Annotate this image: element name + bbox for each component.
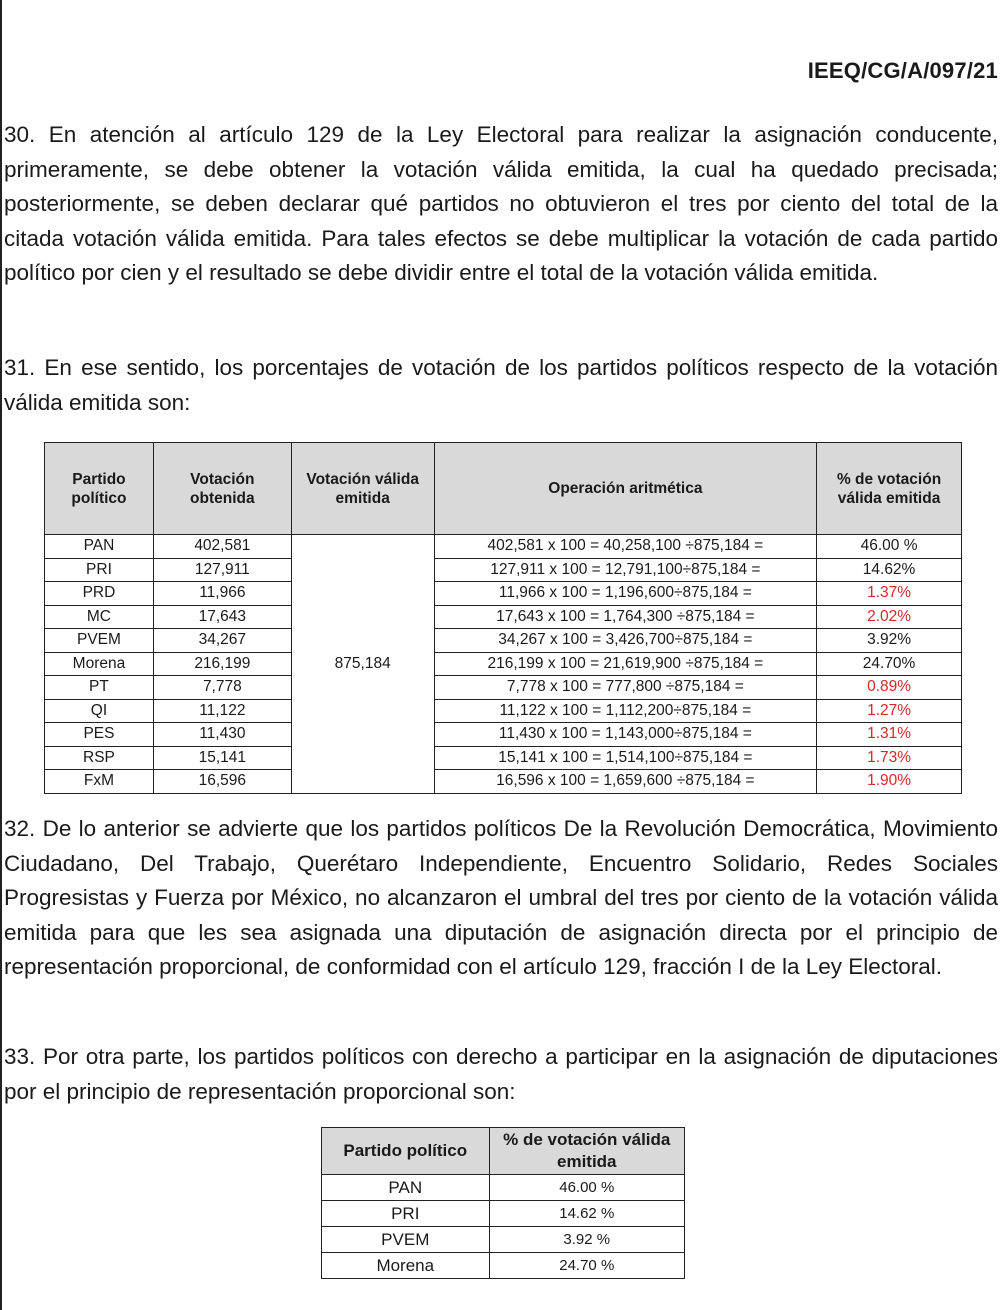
party-cell: FxM [45,770,154,794]
percentage-cell: 24.70 % [489,1253,684,1279]
header-operation: Operación aritmética [434,443,817,535]
party-cell: PRI [322,1201,490,1227]
table-row [45,558,962,582]
operation-cell: 15,141 x 100 = 1,514,100÷875,184 = [434,746,817,770]
header-party: Partido político [45,443,154,535]
operation-cell: 127,911 x 100 = 12,791,100÷875,184 = [434,558,817,582]
paragraph-31: 31. En ese sentido, los porcentajes de votación de los partidos políticos respecto de la votación válida emitida son: [4,355,998,415]
percentage-cell: 1.27% [817,699,962,723]
votes-cell: 402,581 [153,535,291,559]
vote-percentage-table [44,442,962,794]
percentage-cell: 46.00 % [489,1175,684,1201]
table-row [45,746,962,770]
table-row [45,699,962,723]
votes-cell: 11,430 [153,723,291,747]
party-cell: PVEM [45,629,154,653]
operation-cell: 402,581 x 100 = 40,258,100 ÷875,184 = [434,535,817,559]
party-cell: PES [45,723,154,747]
document-id: IEEQ/CG/A/097/21 [807,58,998,83]
table-row [45,652,962,676]
operation-cell: 16,596 x 100 = 1,659,600 ÷875,184 = [434,770,817,794]
votes-cell: 11,966 [153,582,291,606]
eligible-table-body [322,1175,685,1279]
operation-cell: 17,643 x 100 = 1,764,300 ÷875,184 = [434,605,817,629]
vote-table-body [45,535,962,794]
percentage-cell: 1.90% [817,770,962,794]
party-cell: QI [45,699,154,723]
operation-cell: 216,199 x 100 = 21,619,900 ÷875,184 = [434,652,817,676]
eligible-parties-table [321,1127,685,1279]
paragraph-33: 33. Por otra parte, los partidos políticos con derecho a participar en la asignación de diputaciones por el principio de representación proporcional son: [4,1044,998,1104]
percentage-cell: 3.92% [817,629,962,653]
party-cell: Morena [45,652,154,676]
page-left-border [0,0,2,1310]
table-row [45,676,962,700]
party-cell: PAN [322,1175,490,1201]
operation-cell: 7,778 x 100 = 777,800 ÷875,184 = [434,676,817,700]
percentage-cell: 24.70% [817,652,962,676]
votes-cell: 16,596 [153,770,291,794]
operation-cell: 11,430 x 100 = 1,143,000÷875,184 = [434,723,817,747]
percentage-cell: 14.62% [817,558,962,582]
table-row [45,770,962,794]
table-row [45,582,962,606]
votes-cell: 216,199 [153,652,291,676]
party-cell: Morena [322,1253,490,1279]
operation-cell: 34,267 x 100 = 3,426,700÷875,184 = [434,629,817,653]
percentage-cell: 0.89% [817,676,962,700]
header-valid-vote: Votación válida emitida [291,443,434,535]
header-percentage: % de votación válida emitida [489,1128,684,1175]
table-row [322,1201,685,1227]
votes-cell: 11,122 [153,699,291,723]
table-row [322,1175,685,1201]
party-cell: PRD [45,582,154,606]
votes-cell: 7,778 [153,676,291,700]
table-row [45,605,962,629]
party-cell: PT [45,676,154,700]
table-row [45,723,962,747]
table-row [45,629,962,653]
operation-cell: 11,966 x 100 = 1,196,600÷875,184 = [434,582,817,606]
percentage-cell: 1.37% [817,582,962,606]
party-cell: PRI [45,558,154,582]
party-cell: MC [45,605,154,629]
percentage-cell: 3.92 % [489,1227,684,1253]
operation-cell: 11,122 x 100 = 1,112,200÷875,184 = [434,699,817,723]
valid-total-cell: 875,184 [291,535,434,794]
votes-cell: 15,141 [153,746,291,770]
votes-cell: 17,643 [153,605,291,629]
party-cell: RSP [45,746,154,770]
header-percentage: % de votación válida emitida [817,443,962,535]
percentage-cell: 2.02% [817,605,962,629]
table-row [322,1253,685,1279]
votes-cell: 34,267 [153,629,291,653]
percentage-cell: 1.73% [817,746,962,770]
paragraph-30: 30. En atención al artículo 129 de la Ley Electoral para realizar la asignación conducente, primeramente, se debe obtener la votación válida emitida, la cual ha quedado precisada; posteriormente, se deben declarar qué partidos no obtuvieron el tres por ciento del total de la citada votación válida emitida. Para tales efectos se debe multiplicar la votación de cada partido político por cien y el resultado se debe dividir entre el total de la votación válida emitida. [4,122,998,285]
percentage-cell: 1.31% [817,723,962,747]
votes-cell: 127,911 [153,558,291,582]
table-row [45,535,962,559]
paragraph-32: 32. De lo anterior se advierte que los partidos políticos De la Revolución Democrática, Movimiento Ciudadano, Del Trabajo, Querétaro Independiente, Encuentro Solidario, Redes Sociales Progresistas y Fuerza por México, no alcanzaron el umbral del tres por ciento de la votación válida emitida para que les sea asignada una diputación de asignación directa por el principio de representación proporcional, de conformidad con el artículo 129, fracción I de la Ley Electoral. [4,816,998,979]
percentage-cell: 46.00 % [817,535,962,559]
table-row [322,1227,685,1253]
percentage-cell: 14.62 % [489,1201,684,1227]
header-party: Partido político [322,1128,490,1175]
party-cell: PVEM [322,1227,490,1253]
header-votes: Votación obtenida [153,443,291,535]
party-cell: PAN [45,535,154,559]
